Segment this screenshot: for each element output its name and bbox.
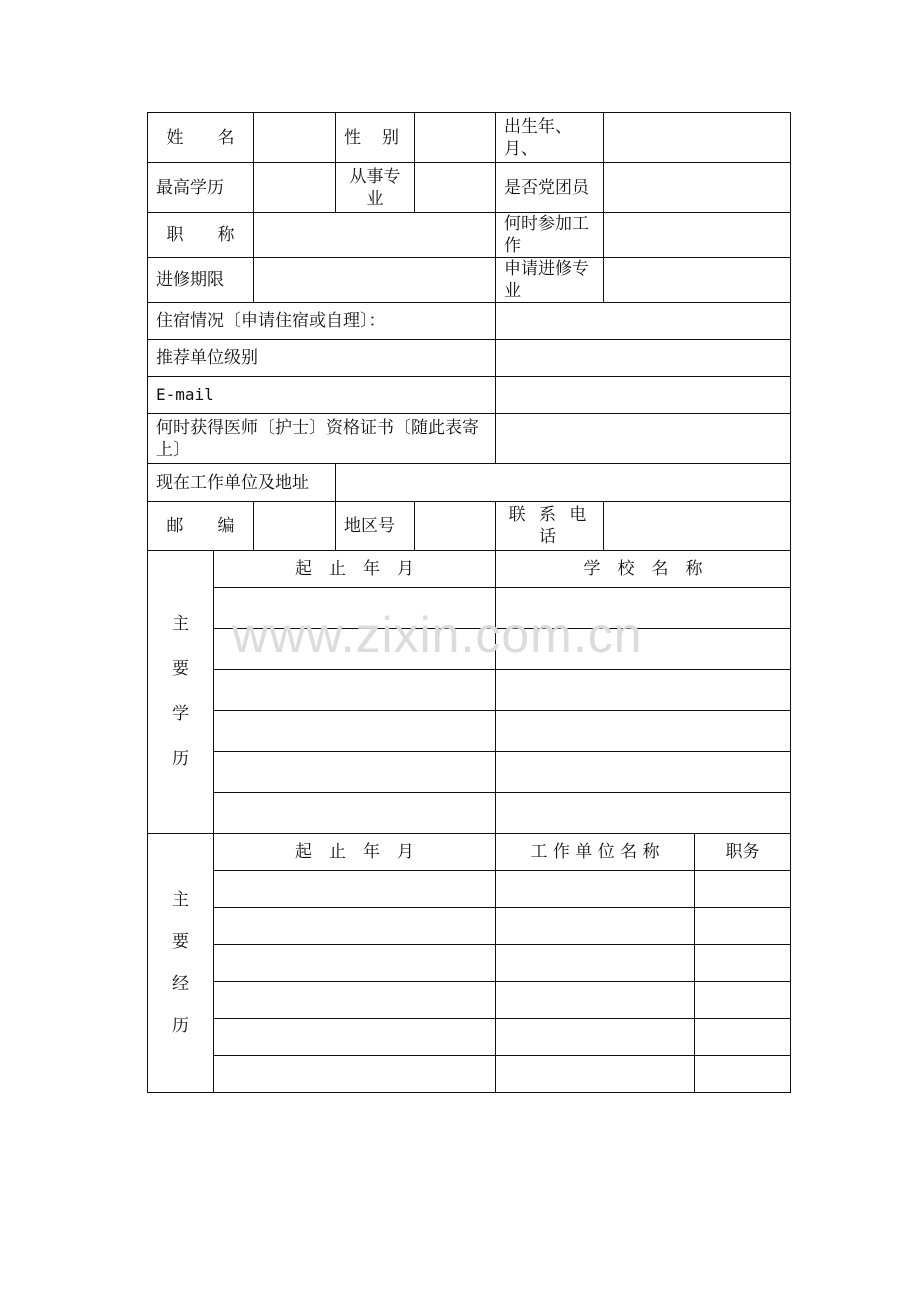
education-row <box>148 793 791 834</box>
work-period-cell[interactable] <box>214 1019 496 1056</box>
birth-field[interactable] <box>604 113 791 163</box>
row-basic-info-1 <box>148 113 791 163</box>
work-period-cell[interactable] <box>214 1056 496 1093</box>
gender-field[interactable] <box>415 113 496 163</box>
birth-label: 出生年、月、 <box>496 113 604 163</box>
area-code-label: 地区号 <box>336 502 415 551</box>
work-period-cell[interactable] <box>214 871 496 908</box>
school-name-cell[interactable] <box>496 752 791 793</box>
work-unit-cell[interactable] <box>496 1056 695 1093</box>
work-position-cell[interactable] <box>695 1056 791 1093</box>
row-unit-level <box>148 340 791 377</box>
education-history-header <box>148 551 791 588</box>
certificate-label: 何时获得医师〔护士〕资格证书〔随此表寄上〕 <box>148 414 496 464</box>
party-member-field[interactable] <box>604 163 791 213</box>
email-field[interactable] <box>496 377 791 414</box>
watermark-text: www.zixin.com.cn <box>232 607 643 663</box>
work-unit-cell[interactable] <box>496 945 695 982</box>
work-period-cell[interactable] <box>214 945 496 982</box>
email-label: E-mail <box>148 377 496 414</box>
education-row <box>148 629 791 670</box>
education-period-cell[interactable] <box>214 588 496 629</box>
education-period-cell[interactable] <box>214 670 496 711</box>
party-member-label: 是否党团员 <box>496 163 604 213</box>
work-position-cell[interactable] <box>695 1019 791 1056</box>
work-position-cell[interactable] <box>695 982 791 1019</box>
row-email <box>148 377 791 414</box>
specialty-label: 从事专业 <box>336 163 415 213</box>
row-contact <box>148 502 791 551</box>
work-unit-cell[interactable] <box>496 908 695 945</box>
work-position-cell[interactable] <box>695 908 791 945</box>
school-name-cell[interactable] <box>496 793 791 834</box>
row-training <box>148 258 791 303</box>
title-label: 职 称 <box>148 213 254 258</box>
education-period-header: 起 止 年 月 <box>214 551 496 588</box>
work-unit-cell[interactable] <box>496 871 695 908</box>
row-workplace <box>148 464 791 502</box>
certificate-field[interactable] <box>496 414 791 464</box>
education-history-section-label: 主 要 学 历 <box>148 551 214 834</box>
school-name-cell[interactable] <box>496 588 791 629</box>
unit-level-field[interactable] <box>496 340 791 377</box>
row-basic-info-2 <box>148 163 791 213</box>
work-period-cell[interactable] <box>214 982 496 1019</box>
accommodation-label: 住宿情况〔申请住宿或自理〕： <box>148 303 496 340</box>
education-period-cell[interactable] <box>214 711 496 752</box>
training-major-label: 申请进修专业 <box>496 258 604 303</box>
education-row <box>148 588 791 629</box>
workplace-field[interactable] <box>336 464 791 502</box>
phone-field[interactable] <box>604 502 791 551</box>
training-period-field[interactable] <box>254 258 496 303</box>
school-name-cell[interactable] <box>496 711 791 752</box>
postcode-field[interactable] <box>254 502 336 551</box>
row-accommodation <box>148 303 791 340</box>
work-row <box>148 945 791 982</box>
school-name-cell[interactable] <box>496 670 791 711</box>
education-row <box>148 711 791 752</box>
area-code-field[interactable] <box>415 502 496 551</box>
education-field[interactable] <box>254 163 336 213</box>
row-certificate <box>148 414 791 464</box>
education-period-cell[interactable] <box>214 629 496 670</box>
work-period-header: 起 止 年 月 <box>214 834 496 871</box>
education-row <box>148 670 791 711</box>
gender-label: 性 别 <box>336 113 415 163</box>
work-position-cell[interactable] <box>695 945 791 982</box>
education-row <box>148 752 791 793</box>
row-title <box>148 213 791 258</box>
work-unit-cell[interactable] <box>496 982 695 1019</box>
education-period-cell[interactable] <box>214 752 496 793</box>
work-row <box>148 871 791 908</box>
work-start-label: 何时参加工作 <box>496 213 604 258</box>
education-label: 最高学历 <box>148 163 254 213</box>
work-unit-cell[interactable] <box>496 1019 695 1056</box>
work-start-field[interactable] <box>604 213 791 258</box>
workplace-label: 现在工作单位及地址 <box>148 464 336 502</box>
phone-label: 联 系 电 话 <box>496 502 604 551</box>
work-row <box>148 1056 791 1093</box>
work-unit-header: 工 作 单 位 名 称 <box>496 834 695 871</box>
education-period-cell[interactable] <box>214 793 496 834</box>
work-row <box>148 908 791 945</box>
work-row <box>148 1019 791 1056</box>
accommodation-field[interactable] <box>496 303 791 340</box>
school-name-header: 学 校 名 称 <box>496 551 791 588</box>
name-label: 姓 名 <box>148 113 254 163</box>
training-period-label: 进修期限 <box>148 258 254 303</box>
title-field[interactable] <box>254 213 496 258</box>
work-position-header: 职务 <box>695 834 791 871</box>
name-field[interactable] <box>254 113 336 163</box>
specialty-field[interactable] <box>415 163 496 213</box>
school-name-cell[interactable] <box>496 629 791 670</box>
postcode-label: 邮 编 <box>148 502 254 551</box>
work-history-header <box>148 834 791 871</box>
work-period-cell[interactable] <box>214 908 496 945</box>
work-row <box>148 982 791 1019</box>
work-history-section-label: 主 要 经 历 <box>148 834 214 1093</box>
unit-level-label: 推荐单位级别 <box>148 340 496 377</box>
training-application-form <box>147 112 791 1093</box>
training-major-field[interactable] <box>604 258 791 303</box>
work-position-cell[interactable] <box>695 871 791 908</box>
